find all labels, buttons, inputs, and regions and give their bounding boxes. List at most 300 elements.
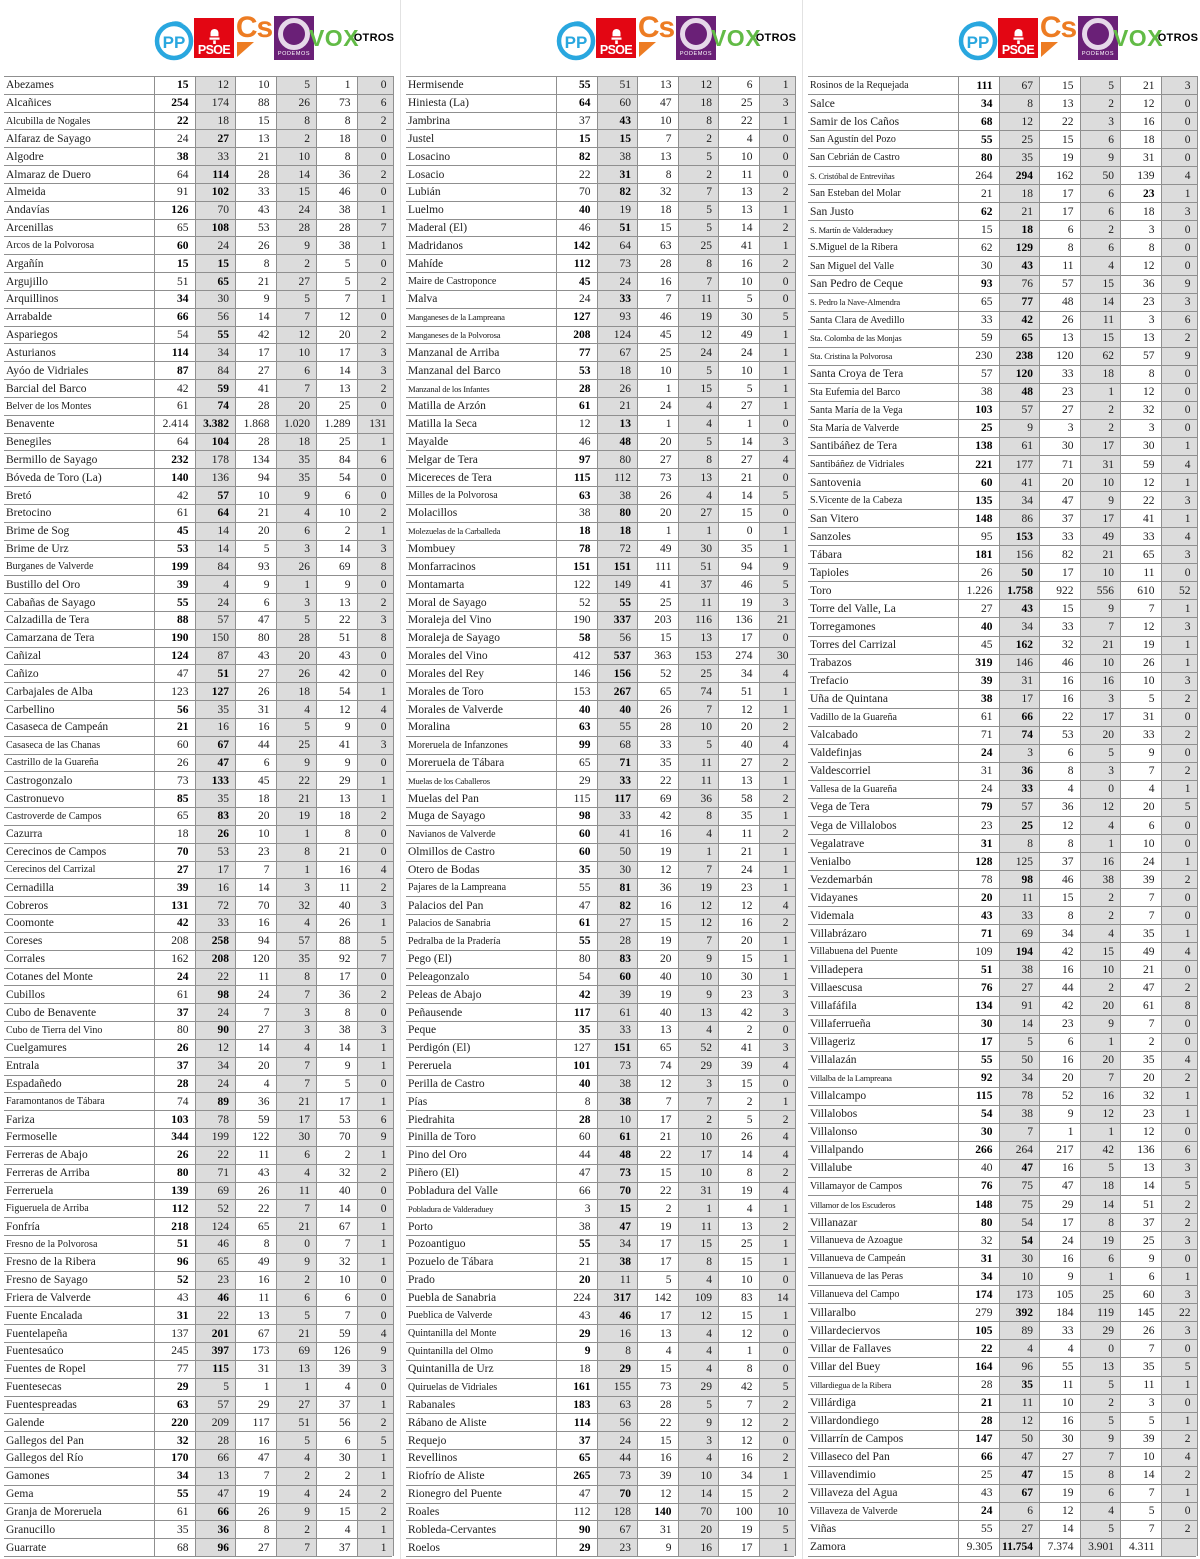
municipality-name: Villalube <box>808 1159 958 1177</box>
municipality-name: Figueruela de Arriba <box>4 1199 154 1217</box>
vote-count-cs: 13 <box>1039 94 1080 112</box>
vote-count-cs: 32 <box>637 183 678 201</box>
vote-count-podemos: 21 <box>1080 636 1121 654</box>
municipality-name: S. Pedro la Nave-Almendra <box>808 293 958 311</box>
vote-count-cs: 9 <box>235 290 276 308</box>
vote-count-podemos: 17 <box>1080 708 1121 726</box>
vote-count-podemos: 29 <box>1080 1321 1121 1339</box>
vote-count-cs: 74 <box>637 1057 678 1075</box>
vote-count-vox: 38 <box>316 201 357 219</box>
vote-count-cs: 14 <box>235 308 276 326</box>
vote-count-vox: 8 <box>1120 365 1161 383</box>
vote-count-podemos: 1 <box>678 522 719 540</box>
vote-count-cs: 22 <box>637 1413 678 1431</box>
municipality-name: Mayalde <box>406 433 556 451</box>
vote-count-psoe: 69 <box>195 1182 236 1200</box>
municipality-name: Pozoantiguo <box>406 1235 556 1253</box>
municipality-name: Villalcampo <box>808 1087 958 1105</box>
vote-count-podemos: 4 <box>1080 924 1121 942</box>
vote-count-podemos: 3 <box>1080 762 1121 780</box>
vote-count-pp: 61 <box>154 504 195 522</box>
vote-count-otros: 2 <box>1161 978 1198 996</box>
vote-count-psoe: 178 <box>195 450 236 468</box>
vote-count-pp: 39 <box>958 672 999 690</box>
vote-count-otros: 0 <box>1161 906 1198 924</box>
vote-count-psoe: 31 <box>597 165 638 183</box>
vote-count-psoe: 66 <box>999 708 1040 726</box>
vote-count-vox: 17 <box>316 968 357 986</box>
vote-count-pp: 37 <box>556 1431 597 1449</box>
vote-count-otros: 2 <box>1161 1430 1198 1448</box>
vote-count-pp: 43 <box>958 1484 999 1502</box>
vote-count-podemos: 4 <box>678 1342 719 1360</box>
vote-count-vox: 49 <box>1120 942 1161 960</box>
vote-count-psoe: 55 <box>597 718 638 736</box>
municipality-name: Perilla de Castro <box>406 1075 556 1093</box>
municipality-name: Rabanales <box>406 1396 556 1414</box>
municipality-name: Espadañedo <box>4 1075 154 1093</box>
vote-count-otros: 1 <box>1161 636 1198 654</box>
vote-count-pp: 30 <box>958 1123 999 1141</box>
vote-count-otros: 4 <box>1161 1448 1198 1466</box>
vote-count-otros: 0 <box>357 575 394 593</box>
vote-count-pp: 42 <box>556 985 597 1003</box>
vote-count-otros: 7 <box>357 219 394 237</box>
vote-count-pp: 25 <box>958 1466 999 1484</box>
vote-count-psoe: 16 <box>195 718 236 736</box>
municipality-name: Losacino <box>406 147 556 165</box>
vote-count-psoe: 26 <box>195 825 236 843</box>
otros-header <box>354 32 394 44</box>
vote-count-psoe: 27 <box>999 1520 1040 1538</box>
municipality-name: Morales del Rey <box>406 664 556 682</box>
vote-count-otros: 0 <box>1161 744 1198 762</box>
municipality-name: Cernadilla <box>4 878 154 896</box>
vote-count-podemos: 1 <box>678 843 719 861</box>
vote-count-psoe: 194 <box>999 942 1040 960</box>
vote-count-podemos: 6 <box>1080 1484 1121 1502</box>
vote-count-pp: 181 <box>958 545 999 563</box>
vote-count-cs: 173 <box>235 1342 276 1360</box>
vote-count-pp: 139 <box>154 1182 195 1200</box>
municipality-name: Villaveza de Valverde <box>808 1502 958 1520</box>
vote-count-psoe: 26 <box>597 379 638 397</box>
vote-count-vox: 8 <box>316 147 357 165</box>
municipality-name: Villaralbo <box>808 1303 958 1321</box>
vote-count-podemos: 16 <box>1080 1087 1121 1105</box>
vote-count-podemos: 20 <box>276 397 317 415</box>
psoe-label: PSOE <box>197 42 231 57</box>
vote-count-podemos: 9 <box>1080 1430 1121 1448</box>
vote-count-psoe: 392 <box>999 1303 1040 1321</box>
vote-count-cs: 1.868 <box>235 415 276 433</box>
vote-count-psoe: 24 <box>597 272 638 290</box>
municipality-name: Torregamones <box>808 617 958 635</box>
vote-count-psoe: 28 <box>195 1431 236 1449</box>
party-logos-header <box>154 0 395 76</box>
municipality-name: Trefacio <box>808 672 958 690</box>
vote-count-otros: 4 <box>759 450 796 468</box>
vote-count-cs: 15 <box>637 1360 678 1378</box>
vote-count-podemos: 5 <box>678 736 719 754</box>
vote-count-otros: 0 <box>357 647 394 665</box>
vote-count-vox: 5 <box>1120 1412 1161 1430</box>
vote-count-vox: 3 <box>1120 220 1161 238</box>
municipality-name: Villaferrueña <box>808 1015 958 1033</box>
vote-count-psoe: 83 <box>597 950 638 968</box>
vote-count-otros: 0 <box>357 76 394 94</box>
vote-count-pp: 40 <box>556 1075 597 1093</box>
vote-count-pp: 55 <box>556 1235 597 1253</box>
vote-count-cs: 28 <box>235 165 276 183</box>
vote-count-vox: 6 <box>718 76 759 94</box>
vote-count-podemos: 13 <box>678 468 719 486</box>
vote-count-otros: 2 <box>357 326 394 344</box>
vote-count-pp: 24 <box>958 780 999 798</box>
vote-count-psoe: 153 <box>999 527 1040 545</box>
vote-count-vox: 61 <box>1120 996 1161 1014</box>
vote-count-podemos: 1 <box>276 575 317 593</box>
vote-count-vox: 17 <box>718 1538 759 1556</box>
vote-count-vox: 26 <box>718 1128 759 1146</box>
municipality-name: Castrogonzalo <box>4 771 154 789</box>
vote-count-psoe: 96 <box>999 1357 1040 1375</box>
vote-count-pp: 21 <box>958 1394 999 1412</box>
vote-count-vox: 34 <box>718 1467 759 1485</box>
vote-count-vox: 57 <box>1120 347 1161 365</box>
vote-count-vox: 26 <box>316 914 357 932</box>
vote-count-pp: 218 <box>154 1217 195 1235</box>
vote-count-podemos: 3 <box>276 878 317 896</box>
municipality-name: Argañín <box>4 254 154 272</box>
pp-logo-icon <box>955 14 1001 62</box>
vote-count-cs: 30 <box>1039 1430 1080 1448</box>
vote-count-podemos: 25 <box>1080 1285 1121 1303</box>
vote-count-vox: 41 <box>718 1039 759 1057</box>
vote-count-psoe: 47 <box>999 1159 1040 1177</box>
vote-count-vox: 9 <box>316 718 357 736</box>
vote-count-podemos: 17 <box>1080 509 1121 527</box>
vote-count-pp: 42 <box>154 486 195 504</box>
vote-count-otros: 0 <box>1161 148 1198 166</box>
municipality-name: Maderal (El) <box>406 219 556 237</box>
vote-count-otros: 2 <box>357 1164 394 1182</box>
vote-count-otros: 8 <box>357 557 394 575</box>
vote-count-psoe: 50 <box>999 1051 1040 1069</box>
vote-count-pp: 71 <box>958 924 999 942</box>
vote-count-cs: 45 <box>235 771 276 789</box>
vote-count-otros: 30 <box>759 647 796 665</box>
svg-text:PP: PP <box>966 33 990 52</box>
vote-count-otros: 1 <box>759 807 796 825</box>
vote-count-podemos: 8 <box>276 112 317 130</box>
cs-logo-icon <box>637 11 675 57</box>
vote-count-otros: 2 <box>759 1413 796 1431</box>
vote-count-podemos: 1 <box>276 1378 317 1396</box>
vote-count-otros: 0 <box>357 718 394 736</box>
vote-count-pp: 66 <box>556 1182 597 1200</box>
vote-count-psoe: 133 <box>195 771 236 789</box>
vote-count-otros: 1 <box>357 1467 394 1485</box>
municipality-name: Argujillo <box>4 272 154 290</box>
vote-count-psoe: 33 <box>999 906 1040 924</box>
vote-count-otros: 9 <box>1161 275 1198 293</box>
vote-count-vox: 12 <box>718 896 759 914</box>
vote-count-psoe: 104 <box>195 433 236 451</box>
vote-count-psoe: 48 <box>597 1146 638 1164</box>
vote-count-pp: 20 <box>958 888 999 906</box>
vote-count-pp: 279 <box>958 1303 999 1321</box>
vote-count-vox: 25 <box>1120 1231 1161 1249</box>
vote-count-otros: 0 <box>759 1431 796 1449</box>
municipality-name: Ferreruela <box>4 1182 154 1200</box>
vote-count-psoe: 84 <box>195 557 236 575</box>
vote-count-otros: 1 <box>759 379 796 397</box>
municipality-name: Jambrina <box>406 112 556 130</box>
vote-count-vox: 7 <box>316 290 357 308</box>
vote-count-podemos: 19 <box>276 807 317 825</box>
municipality-name: Salce <box>808 94 958 112</box>
vote-count-vox: 3 <box>1120 1394 1161 1412</box>
vote-count-psoe: 98 <box>999 870 1040 888</box>
vote-count-cs: 120 <box>1039 347 1080 365</box>
municipality-name: Castrillo de la Guareña <box>4 754 154 772</box>
vote-count-pp: 55 <box>154 1485 195 1503</box>
vote-count-psoe: 238 <box>999 347 1040 365</box>
vote-count-vox: 3 <box>1120 311 1161 329</box>
municipality-name: Valcabado <box>808 726 958 744</box>
vote-count-cs: 6 <box>235 754 276 772</box>
vote-count-psoe: 61 <box>597 1003 638 1021</box>
vote-count-podemos: 5 <box>276 1431 317 1449</box>
vote-count-psoe: 136 <box>195 468 236 486</box>
vote-count-pp: 26 <box>154 1146 195 1164</box>
municipality-name: Vidayanes <box>808 888 958 906</box>
municipality-name: Villárdiga <box>808 1394 958 1412</box>
vote-count-psoe: 5 <box>195 1378 236 1396</box>
vote-count-pp: 24 <box>556 290 597 308</box>
vote-count-vox: 24 <box>316 1485 357 1503</box>
vote-count-vox: 18 <box>1120 202 1161 220</box>
vote-count-pp: 29 <box>556 771 597 789</box>
vote-count-otros: 5 <box>759 308 796 326</box>
vote-count-cs: 25 <box>637 593 678 611</box>
vote-count-pp: 45 <box>154 522 195 540</box>
podemos-label: PODEMOS <box>679 51 713 58</box>
vote-count-podemos: 116 <box>678 611 719 629</box>
vote-count-podemos: 6 <box>276 522 317 540</box>
vote-count-psoe: 1.758 <box>999 581 1040 599</box>
vote-count-pp: 162 <box>154 950 195 968</box>
vote-count-cs: 70 <box>235 896 276 914</box>
municipality-name: Pino del Oro <box>406 1146 556 1164</box>
vote-count-cs: 8 <box>235 1235 276 1253</box>
municipality-name: Vezdemarbán <box>808 870 958 888</box>
municipality-name: Monfarracinos <box>406 557 556 575</box>
vote-count-otros: 6 <box>1161 1141 1198 1159</box>
vote-count-vox: 7 <box>718 1396 759 1414</box>
vote-count-psoe: 12 <box>999 1412 1040 1430</box>
vote-count-cs: 12 <box>637 1075 678 1093</box>
vote-count-podemos: 4 <box>1080 256 1121 274</box>
vote-count-otros: 3 <box>1161 293 1198 311</box>
vote-count-vox: 7 <box>1120 1520 1161 1538</box>
vote-count-pp: 78 <box>556 540 597 558</box>
vote-count-vox: 37 <box>1120 1213 1161 1231</box>
vox-label: VOX <box>1112 24 1164 51</box>
vote-count-cs: 13 <box>637 147 678 165</box>
vote-count-podemos: 7 <box>1080 617 1121 635</box>
vote-count-psoe: 38 <box>597 147 638 165</box>
vote-count-pp: 40 <box>556 201 597 219</box>
vote-count-vox: 84 <box>316 450 357 468</box>
vote-count-otros: 1 <box>759 1467 796 1485</box>
vote-count-otros: 2 <box>759 254 796 272</box>
vote-count-pp: 40 <box>556 700 597 718</box>
vote-count-psoe: 201 <box>195 1324 236 1342</box>
vote-count-otros: 1 <box>759 878 796 896</box>
vote-count-pp: 31 <box>958 1249 999 1267</box>
vote-count-podemos: 2 <box>276 1271 317 1289</box>
vote-count-otros: 3 <box>1161 617 1198 635</box>
vote-count-podemos: 11 <box>276 1182 317 1200</box>
vote-count-cs: 35 <box>637 754 678 772</box>
vote-count-otros: 2 <box>357 272 394 290</box>
vote-count-otros: 0 <box>759 629 796 647</box>
vote-count-pp: 80 <box>958 148 999 166</box>
vote-count-psoe: 84 <box>195 361 236 379</box>
vote-count-otros: 1 <box>357 290 394 308</box>
vote-count-cs: 33 <box>1039 527 1080 545</box>
vote-count-otros: 3 <box>1161 672 1198 690</box>
vote-count-psoe: 82 <box>597 183 638 201</box>
vote-count-cs: 22 <box>1039 112 1080 130</box>
vote-count-psoe: 294 <box>999 166 1040 184</box>
vote-count-vox: 22 <box>1120 491 1161 509</box>
vote-count-vox: 19 <box>718 593 759 611</box>
vote-count-cs: 7 <box>637 1092 678 1110</box>
vote-count-otros: 2 <box>1161 690 1198 708</box>
vote-count-psoe: 56 <box>597 1413 638 1431</box>
vote-count-vox: 5 <box>316 1075 357 1093</box>
vote-count-cs: 4 <box>1039 780 1080 798</box>
vote-count-psoe: 71 <box>597 754 638 772</box>
vote-count-vox: 7 <box>316 1306 357 1324</box>
psoe-fist-rose-icon <box>1012 29 1025 44</box>
vote-count-vox: 38 <box>316 236 357 254</box>
municipality-name: Bretocino <box>4 504 154 522</box>
vote-count-cs: 6 <box>1039 1033 1080 1051</box>
vote-count-psoe: 38 <box>999 1105 1040 1123</box>
vote-count-psoe: 23 <box>597 1538 638 1556</box>
vote-count-pp: 47 <box>556 896 597 914</box>
vote-count-podemos: 18 <box>276 682 317 700</box>
vote-count-cs: 16 <box>637 896 678 914</box>
vote-count-psoe: 18 <box>597 522 638 540</box>
vote-count-cs: 39 <box>637 1467 678 1485</box>
vote-count-otros: 2 <box>1161 1213 1198 1231</box>
municipality-name: Galende <box>4 1413 154 1431</box>
municipality-name: Arquillinos <box>4 290 154 308</box>
vote-count-pp: 22 <box>154 112 195 130</box>
vote-count-podemos: 2 <box>678 129 719 147</box>
vote-count-podemos: 8 <box>678 807 719 825</box>
vote-count-psoe: 78 <box>195 1110 236 1128</box>
vote-count-podemos: 17 <box>1080 437 1121 455</box>
vote-count-psoe: 55 <box>195 326 236 344</box>
vote-count-otros: 3 <box>357 1360 394 1378</box>
vote-count-cs: 26 <box>235 1182 276 1200</box>
vote-count-psoe: 27 <box>597 914 638 932</box>
vote-count-psoe: 4 <box>999 1339 1040 1357</box>
vote-count-otros: 1 <box>759 861 796 879</box>
vote-count-pp: 97 <box>556 450 597 468</box>
vote-count-cs: 53 <box>235 219 276 237</box>
vote-count-pp: 92 <box>958 1069 999 1087</box>
vote-count-vox: 11 <box>316 878 357 896</box>
vote-count-psoe: 36 <box>999 762 1040 780</box>
vote-count-pp: 55 <box>556 932 597 950</box>
vote-count-vox: 41 <box>316 736 357 754</box>
municipality-name: Puebla de Sanabria <box>406 1289 556 1307</box>
vote-count-psoe: 258 <box>195 932 236 950</box>
vote-count-vox: 274 <box>718 647 759 665</box>
vote-count-podemos: 5 <box>276 718 317 736</box>
municipality-name: Roelos <box>406 1538 556 1556</box>
vote-count-cs: 13 <box>235 1306 276 1324</box>
municipality-name: Roales <box>406 1503 556 1521</box>
vote-count-cs: 7 <box>637 290 678 308</box>
vote-count-pp: 20 <box>556 1271 597 1289</box>
municipality-name: Torre del Valle, La <box>808 599 958 617</box>
vote-count-psoe: 7 <box>999 1123 1040 1141</box>
vote-count-podemos: 12 <box>678 326 719 344</box>
vote-count-cs: 46 <box>1039 870 1080 888</box>
vote-count-vox: 12 <box>718 1431 759 1449</box>
vote-count-pp: 65 <box>154 807 195 825</box>
municipality-name: Corrales <box>4 950 154 968</box>
vote-count-cs: 28 <box>637 254 678 272</box>
vote-count-otros: 0 <box>357 843 394 861</box>
municipality-name: Valdescorriel <box>808 762 958 780</box>
vote-count-otros: 1 <box>759 1235 796 1253</box>
vote-count-pp: 30 <box>958 1015 999 1033</box>
vote-count-pp: 40 <box>958 617 999 635</box>
vote-count-vox: 10 <box>1120 834 1161 852</box>
vote-count-otros: 0 <box>357 129 394 147</box>
psoe-logo-icon <box>194 18 234 58</box>
municipality-name: Burganes de Valverde <box>4 557 154 575</box>
vote-count-cs: 18 <box>637 201 678 219</box>
municipality-name: Peñausende <box>406 1003 556 1021</box>
vote-count-pp: 21 <box>958 184 999 202</box>
vote-count-vox: 6 <box>1120 1267 1161 1285</box>
municipality-name: Santibáñez de Tera <box>808 437 958 455</box>
vote-count-podemos: 14 <box>1080 1195 1121 1213</box>
vote-count-podemos: 51 <box>276 1413 317 1431</box>
vote-count-podemos: 1 <box>276 861 317 879</box>
vote-count-vox: 16 <box>718 1449 759 1467</box>
vote-count-cs: 22 <box>1039 708 1080 726</box>
vote-count-vox: 40 <box>718 736 759 754</box>
vote-count-otros: 4 <box>1161 527 1198 545</box>
vote-count-cs: 42 <box>235 326 276 344</box>
vote-count-podemos: 52 <box>678 1039 719 1057</box>
vote-count-cs: 12 <box>637 1485 678 1503</box>
vote-count-podemos: 8 <box>1080 1466 1121 1484</box>
vote-count-otros: 1 <box>759 236 796 254</box>
vote-count-psoe: 33 <box>999 780 1040 798</box>
